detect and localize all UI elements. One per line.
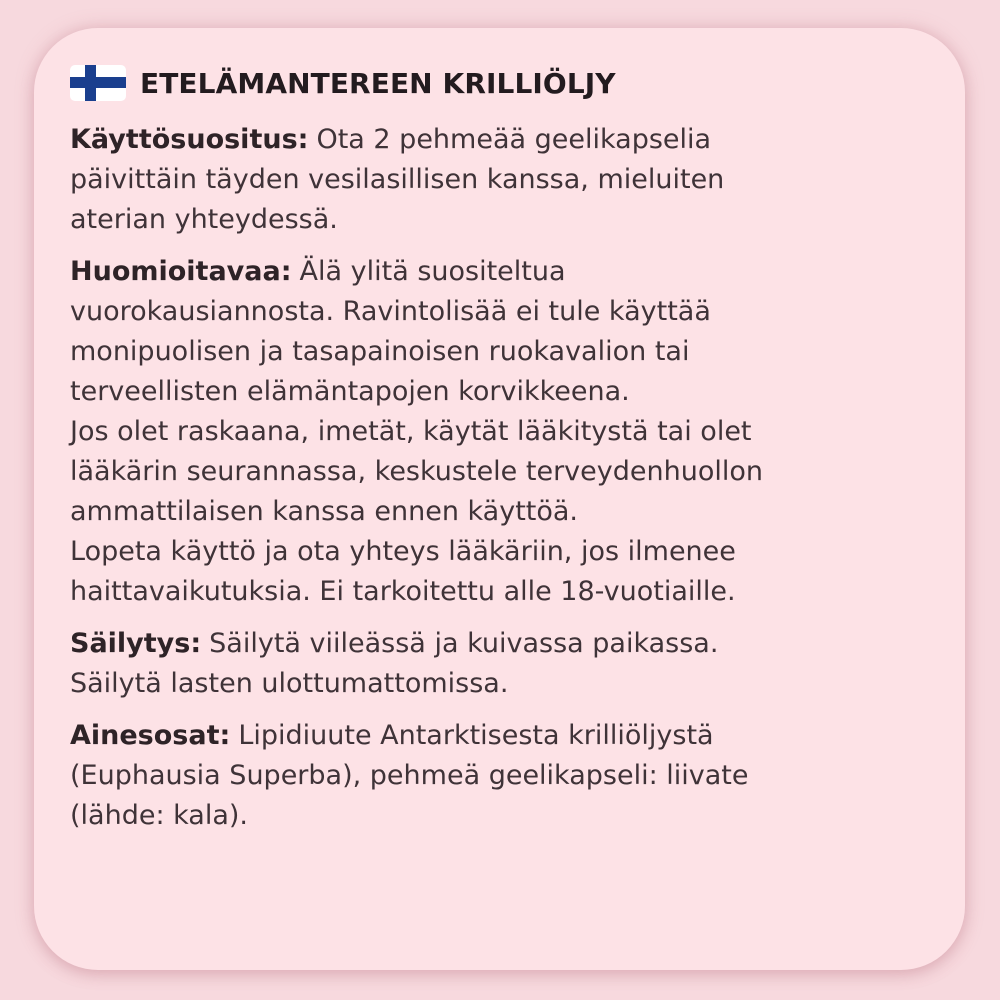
ingredients-line: (Euphausia Superba), pehmeä geelikapseli: liivate: [70, 760, 749, 791]
warnings-line: haittavaikutuksia. Ei tarkoitettu alle 18-vuotiaille.: [70, 576, 736, 607]
storage-section: [70, 624, 870, 704]
ingredients-line: (lähde: kala).: [70, 800, 248, 831]
flag-cross-horizontal: [70, 77, 126, 88]
finland-flag-icon: [70, 65, 126, 101]
storage-line: Säilytä lasten ulottumattomissa.: [70, 668, 509, 699]
ingredients-label: Ainesosat:: [70, 720, 231, 751]
warnings-section: [70, 252, 870, 612]
product-info-card: [34, 28, 965, 970]
ingredients-section: [70, 716, 870, 836]
usage-line: Ota 2 pehmeää geelikapselia: [316, 124, 712, 155]
product-title: ETELÄMANTEREEN KRILLIÖLJY: [140, 66, 616, 100]
usage-label: Käyttösuositus:: [70, 124, 309, 155]
usage-line: päivittäin täyden vesilasillisen kanssa, mieluiten: [70, 164, 725, 195]
card-header: [70, 64, 929, 102]
warnings-line: monipuolisen ja tasapainoisen ruokavalion tai: [70, 336, 690, 367]
usage-line: aterian yhteydessä.: [70, 204, 338, 235]
warnings-line: Jos olet raskaana, imetät, käytät lääkitystä tai olet: [70, 416, 752, 447]
ingredients-line: Lipidiuute Antarktisesta krilliöljystä: [238, 720, 714, 751]
storage-label: Säilytys:: [70, 628, 202, 659]
warnings-line: terveellisten elämäntapojen korvikkeena.: [70, 376, 630, 407]
usage-section: [70, 120, 870, 240]
storage-line: Säilytä viileässä ja kuivassa paikassa.: [209, 628, 719, 659]
warnings-line: vuorokausiannosta. Ravintolisää ei tule käyttää: [70, 296, 711, 327]
warnings-line: lääkärin seurannassa, keskustele terveydenhuollon: [70, 456, 763, 487]
warnings-line: Lopeta käyttö ja ota yhteys lääkäriin, jos ilmenee: [70, 536, 736, 567]
warnings-line: Älä ylitä suositeltua: [299, 256, 566, 287]
warnings-label: Huomioitavaa:: [70, 256, 292, 287]
warnings-line: ammattilaisen kanssa ennen käyttöä.: [70, 496, 579, 527]
